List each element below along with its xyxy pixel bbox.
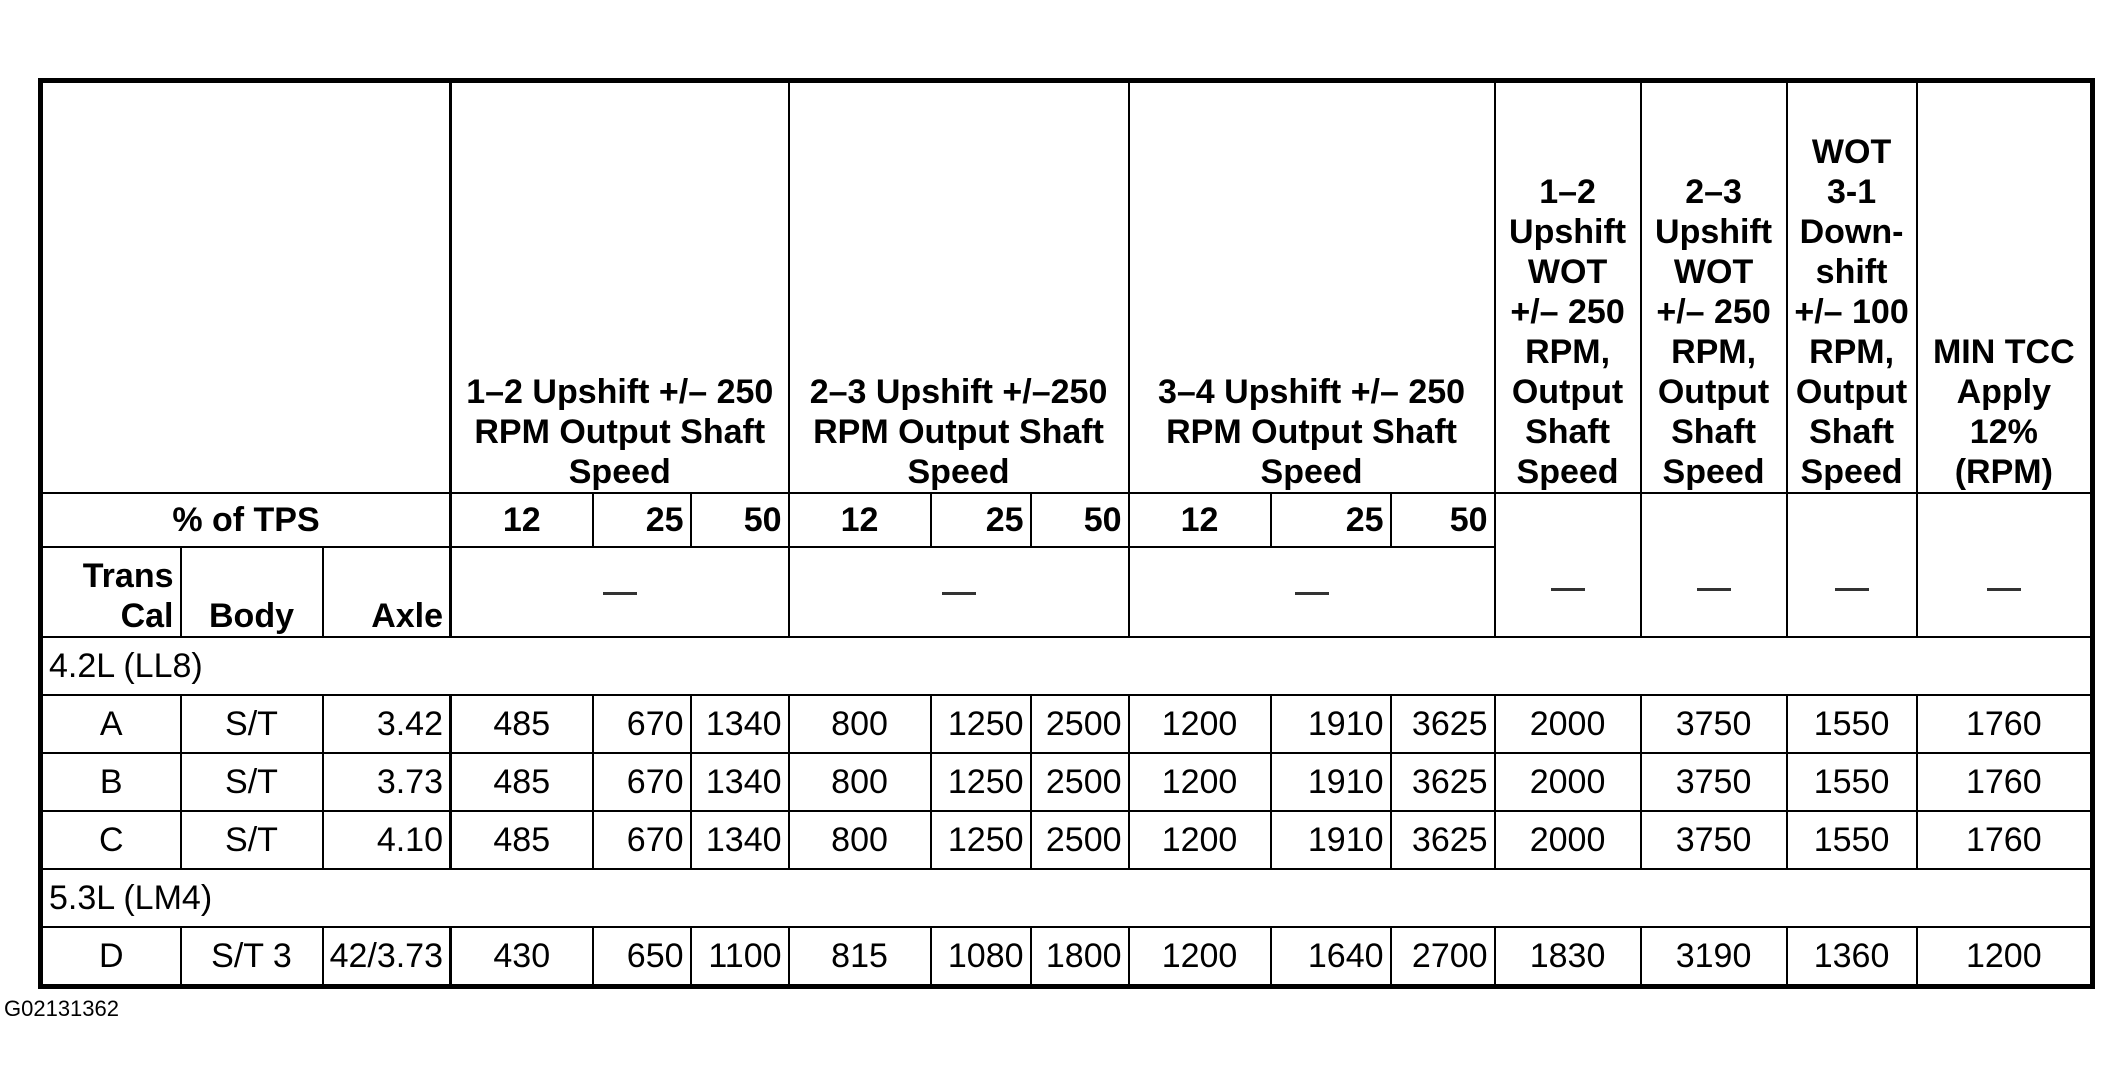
- engine-group-row: [41, 869, 2093, 927]
- tps-value: 25: [1271, 493, 1391, 547]
- cell-value: 1910: [1271, 811, 1391, 869]
- cell-value: 1100: [691, 927, 789, 987]
- cell-value: 2500: [1031, 753, 1129, 811]
- cell-value: 2000: [1495, 695, 1641, 753]
- cell-body: S/T: [181, 753, 323, 811]
- cell-value: 1340: [691, 695, 789, 753]
- cell-value: 485: [451, 811, 593, 869]
- header-12-wot: 1–2 Upshift WOT +/– 250 RPM, Output Shaft Speed: [1495, 81, 1641, 493]
- cell-value: 2500: [1031, 695, 1129, 753]
- cell-value: 800: [789, 753, 931, 811]
- cell-body: S/T: [181, 695, 323, 753]
- cell-value: 1250: [931, 811, 1031, 869]
- cell-value: 1800: [1031, 927, 1129, 987]
- tps-value: 25: [931, 493, 1031, 547]
- col-header-body: Body: [181, 547, 323, 637]
- tps-value: 50: [1031, 493, 1129, 547]
- cell-value: 1550: [1787, 811, 1917, 869]
- table-row: [41, 695, 2093, 753]
- cell-value: 1760: [1917, 695, 2093, 753]
- cell-value: 1080: [931, 927, 1031, 987]
- cell-value: 3625: [1391, 695, 1495, 753]
- cell-trans-cal: C: [41, 811, 181, 869]
- shift-speed-table: [38, 78, 2095, 989]
- header-min-tcc: MIN TCC Apply 12% (RPM): [1917, 81, 2093, 493]
- table-row: [41, 927, 2093, 987]
- engine-group-label: 5.3L (LM4): [41, 869, 2093, 927]
- header-12-upshift: 1–2 Upshift +/– 250 RPM Output Shaft Speed: [451, 81, 789, 493]
- dash-mark: [1987, 588, 2021, 591]
- tps-value: 12: [451, 493, 593, 547]
- cell-value: 670: [593, 811, 691, 869]
- dash-mark: [1295, 592, 1329, 595]
- tps-value: 25: [593, 493, 691, 547]
- header-23-wot: 2–3 Upshift WOT +/– 250 RPM, Output Shaft Speed: [1641, 81, 1787, 493]
- cell-value: 485: [451, 695, 593, 753]
- cell-value: 1340: [691, 753, 789, 811]
- cell-value: 1200: [1917, 927, 2093, 987]
- cell-value: 1550: [1787, 753, 1917, 811]
- col-header-axle: Axle: [323, 547, 451, 637]
- engine-group-row: [41, 637, 2093, 695]
- dash-cell: [451, 547, 789, 637]
- cell-value: 1760: [1917, 753, 2093, 811]
- cell-value: 1910: [1271, 695, 1391, 753]
- cell-value: 3625: [1391, 753, 1495, 811]
- cell-value: 2000: [1495, 753, 1641, 811]
- table-row: [41, 753, 2093, 811]
- cell-value: 485: [451, 753, 593, 811]
- cell-value: 1340: [691, 811, 789, 869]
- dash-cell: [789, 547, 1129, 637]
- tps-label: % of TPS: [41, 493, 451, 547]
- cell-axle: 3.73: [323, 753, 451, 811]
- dash-cell: [1917, 493, 2093, 637]
- data-rows: [41, 637, 2093, 987]
- cell-value: 430: [451, 927, 593, 987]
- tps-value: 12: [789, 493, 931, 547]
- dash-cell: [1129, 547, 1495, 637]
- cell-value: 3750: [1641, 811, 1787, 869]
- header-23-upshift: 2–3 Upshift +/–250 RPM Output Shaft Speed: [789, 81, 1129, 493]
- col-header-trans-cal: Trans Cal: [41, 547, 181, 637]
- cell-value: 1360: [1787, 927, 1917, 987]
- cell-value: 1200: [1129, 927, 1271, 987]
- cell-value: 3190: [1641, 927, 1787, 987]
- engine-group-label: 4.2L (LL8): [41, 637, 2093, 695]
- dash-cell: [1787, 493, 1917, 637]
- cell-value: 1200: [1129, 811, 1271, 869]
- cell-value: 1550: [1787, 695, 1917, 753]
- cell-trans-cal: B: [41, 753, 181, 811]
- cell-trans-cal: D: [41, 927, 181, 987]
- cell-body: S/T: [181, 811, 323, 869]
- cell-value: 1830: [1495, 927, 1641, 987]
- header-31-wot-downshift: WOT 3-1 Down-shift +/– 100 RPM, Output Shaft Speed: [1787, 81, 1917, 493]
- dash-cell: [1495, 493, 1641, 637]
- cell-axle: 4.10: [323, 811, 451, 869]
- table-row: [41, 811, 2093, 869]
- cell-value: 3625: [1391, 811, 1495, 869]
- tps-value: 50: [691, 493, 789, 547]
- cell-axle: 42/3.73: [323, 927, 451, 987]
- cell-value: 1640: [1271, 927, 1391, 987]
- cell-value: 670: [593, 753, 691, 811]
- cell-value: 670: [593, 695, 691, 753]
- dash-mark: [1835, 588, 1869, 591]
- cell-value: 800: [789, 695, 931, 753]
- cell-value: 2700: [1391, 927, 1495, 987]
- cell-value: 1200: [1129, 695, 1271, 753]
- cell-value: 2000: [1495, 811, 1641, 869]
- dash-mark: [603, 592, 637, 595]
- dash-mark: [1697, 588, 1731, 591]
- header-blank-cell: [41, 81, 451, 493]
- dash-cell: [1641, 493, 1787, 637]
- cell-trans-cal: A: [41, 695, 181, 753]
- cell-value: 1910: [1271, 753, 1391, 811]
- header-34-upshift: 3–4 Upshift +/– 250 RPM Output Shaft Speed: [1129, 81, 1495, 493]
- tps-value: 50: [1391, 493, 1495, 547]
- cell-axle: 3.42: [323, 695, 451, 753]
- cell-value: 1250: [931, 695, 1031, 753]
- cell-value: 3750: [1641, 753, 1787, 811]
- dash-mark: [1551, 588, 1585, 591]
- cell-value: 800: [789, 811, 931, 869]
- cell-value: 1760: [1917, 811, 2093, 869]
- tps-value: 12: [1129, 493, 1271, 547]
- cell-value: 3750: [1641, 695, 1787, 753]
- figure-code: G02131362: [4, 996, 119, 1021]
- cell-value: 2500: [1031, 811, 1129, 869]
- cell-value: 1200: [1129, 753, 1271, 811]
- cell-value: 1250: [931, 753, 1031, 811]
- dash-mark: [942, 592, 976, 595]
- cell-body: S/T 3: [181, 927, 323, 987]
- cell-value: 815: [789, 927, 931, 987]
- cell-value: 650: [593, 927, 691, 987]
